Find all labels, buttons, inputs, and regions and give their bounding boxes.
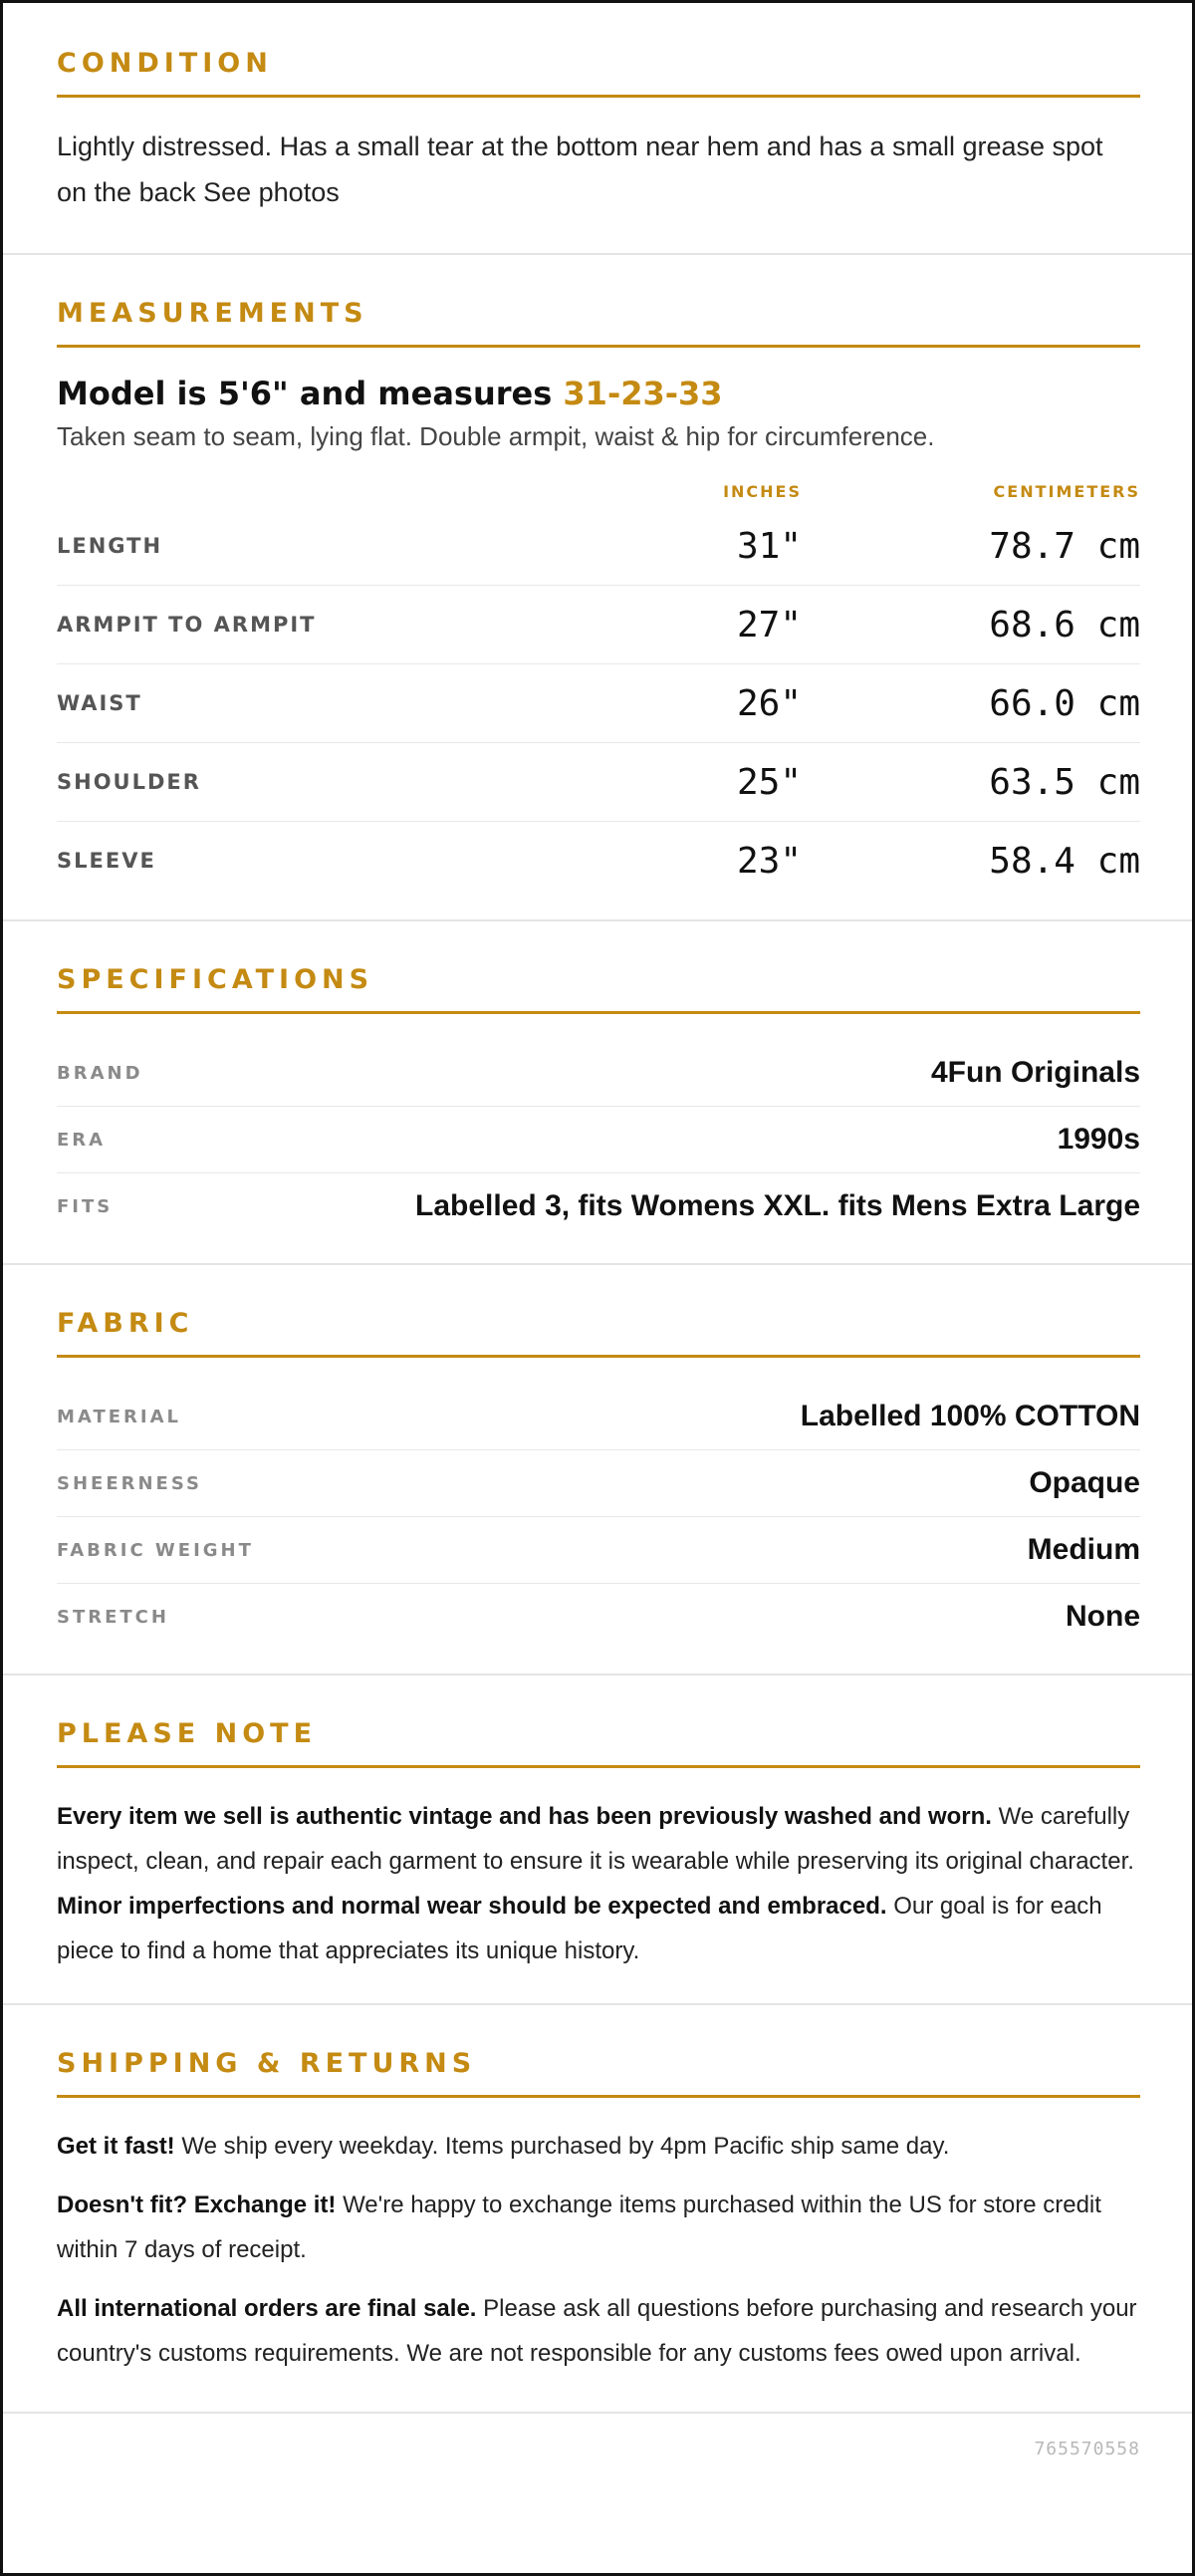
measurement-row xyxy=(57,507,1140,586)
shipping-bold-2: Doesn't fit? Exchange it! xyxy=(57,2191,337,2218)
fabric-key: FABRIC WEIGHT xyxy=(57,1539,254,1561)
shipping-paragraph-1 xyxy=(57,2124,1140,2169)
fabric-key: STRETCH xyxy=(57,1606,169,1628)
centimeters-header: CENTIMETERS xyxy=(993,482,1140,501)
specifications-title: SPECIFICATIONS xyxy=(57,963,1140,1014)
measurements-header xyxy=(57,477,1140,507)
shipping-paragraph-3 xyxy=(57,2286,1140,2376)
spec-row xyxy=(57,1173,1140,1239)
fabric-value: Opaque xyxy=(1029,1466,1140,1499)
shipping-bold-1: Get it fast! xyxy=(57,2133,175,2160)
measurement-label: ARMPIT TO ARMPIT xyxy=(57,613,317,637)
shipping-section xyxy=(3,2005,1192,2414)
measurements-title: MEASUREMENTS xyxy=(57,297,1140,348)
fabric-title: FABRIC xyxy=(57,1307,1140,1358)
note-text-1: We carefully inspect, clean, and repair each garment to ensure it is wearable while preserving its original character. xyxy=(57,1803,1134,1875)
please-note-section xyxy=(3,1675,1192,2005)
measurements-section xyxy=(3,255,1192,921)
measurement-row xyxy=(57,664,1140,743)
shipping-text-2: We're happy to exchange items purchased within the US for store credit within 7 days of receipt. xyxy=(57,2191,1101,2263)
measurement-row xyxy=(57,743,1140,822)
fabric-value: None xyxy=(1066,1600,1140,1633)
note-text-2: Our goal is for each piece to find a home that appreciates its unique history. xyxy=(57,1893,1102,1964)
shipping-title: SHIPPING & RETURNS xyxy=(57,2047,1140,2098)
fabric-row xyxy=(57,1517,1140,1584)
model-numbers: 31-23-33 xyxy=(563,375,723,412)
measurement-cm: 78.7 cm xyxy=(989,525,1140,567)
measurement-inches: 27" xyxy=(736,604,802,645)
spec-value: 1990s xyxy=(1057,1123,1140,1156)
condition-title: CONDITION xyxy=(57,47,1140,98)
model-prefix: Model is 5'6" and measures xyxy=(57,375,564,412)
fabric-key: MATERIAL xyxy=(57,1406,181,1427)
spec-value: Labelled 3, fits Womens XXL. fits Mens Extra Large xyxy=(415,1189,1140,1222)
shipping-text-3: Please ask all questions before purchasing and research your country's customs requirements. We are not responsible for any customs fees owed upon arrival. xyxy=(57,2295,1137,2367)
measurement-inches: 23" xyxy=(736,840,802,882)
measurement-row xyxy=(57,822,1140,900)
spec-row xyxy=(57,1040,1140,1107)
item-id: 765570558 xyxy=(1034,2438,1140,2459)
measurement-inches: 25" xyxy=(736,761,802,803)
measurement-cm: 66.0 cm xyxy=(989,682,1140,724)
fabric-row xyxy=(57,1384,1140,1450)
measurement-cm: 63.5 cm xyxy=(989,761,1140,803)
fabric-list xyxy=(57,1384,1140,1650)
specifications-list xyxy=(57,1040,1140,1239)
spec-row xyxy=(57,1107,1140,1173)
shipping-bold-3: All international orders are final sale. xyxy=(57,2295,477,2322)
spec-key: ERA xyxy=(57,1129,107,1151)
fabric-key: SHEERNESS xyxy=(57,1472,202,1494)
measurement-cm: 58.4 cm xyxy=(989,840,1140,882)
fabric-value: Labelled 100% COTTON xyxy=(800,1400,1140,1432)
model-measurements xyxy=(57,374,1140,413)
spec-value: 4Fun Originals xyxy=(930,1056,1140,1089)
condition-text: Lightly distressed. Has a small tear at the bottom near hem and has a small grease spot on the back See photos xyxy=(57,131,1103,207)
please-note-text xyxy=(57,1794,1140,1973)
specifications-section xyxy=(3,921,1192,1265)
measurement-row xyxy=(57,586,1140,664)
inches-header: INCHES xyxy=(723,482,802,501)
footer xyxy=(3,2414,1192,2483)
note-bold-2: Minor imperfections and normal wear should be expected and embraced. xyxy=(57,1893,887,1920)
fabric-row xyxy=(57,1584,1140,1650)
spec-key: BRAND xyxy=(57,1062,143,1084)
please-note-title: PLEASE NOTE xyxy=(57,1717,1140,1768)
shipping-text-1: We ship every weekday. Items purchased by 4pm Pacific ship same day. xyxy=(174,2133,950,2160)
measurement-label: LENGTH xyxy=(57,534,163,558)
measurement-inches: 31" xyxy=(736,525,802,567)
measurement-cm: 68.6 cm xyxy=(989,604,1140,645)
condition-section xyxy=(3,3,1192,255)
note-bold-1: Every item we sell is authentic vintage and has been previously washed and worn. xyxy=(57,1803,992,1830)
spec-key: FITS xyxy=(57,1195,114,1217)
measurements-table xyxy=(57,507,1140,900)
measurement-label: SHOULDER xyxy=(57,770,201,794)
measurement-label: WAIST xyxy=(57,691,142,715)
shipping-paragraph-2 xyxy=(57,2183,1140,2272)
measurement-label: SLEEVE xyxy=(57,849,156,873)
fabric-row xyxy=(57,1450,1140,1517)
measurements-subtitle: Taken seam to seam, lying flat. Double armpit, waist & hip for circumference. xyxy=(57,421,935,451)
fabric-value: Medium xyxy=(1027,1533,1140,1566)
fabric-section xyxy=(3,1265,1192,1675)
measurement-inches: 26" xyxy=(736,682,802,724)
